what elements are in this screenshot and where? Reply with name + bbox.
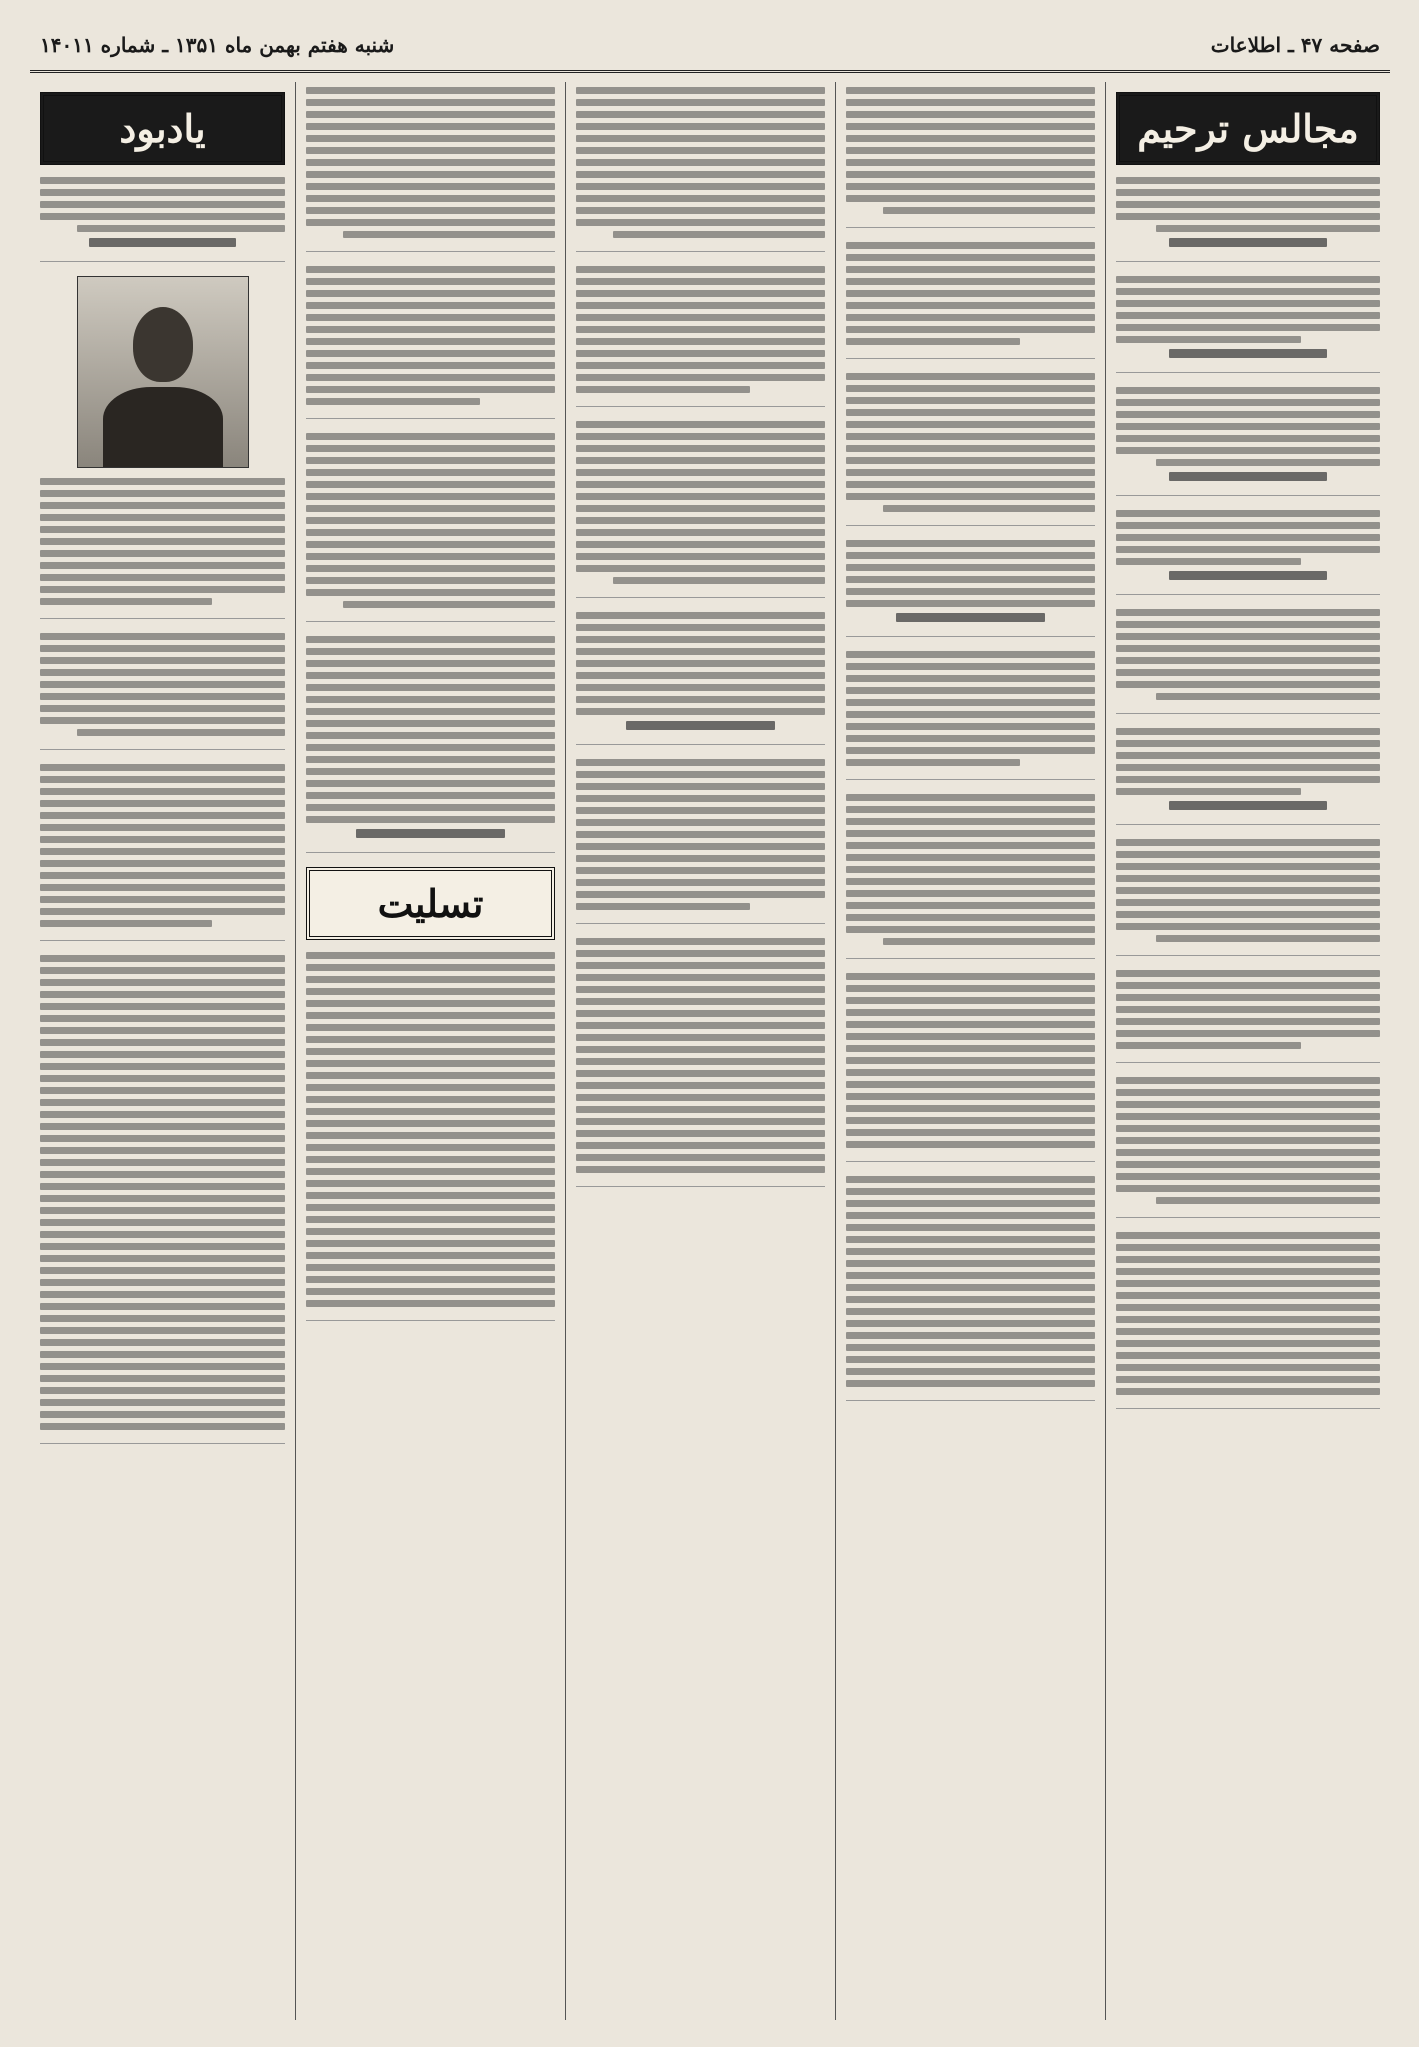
notice [846,242,1095,359]
notice [306,87,555,252]
page-info-right: صفحه ۴۷ ـ اطلاعات [1210,33,1380,57]
notice [1116,609,1380,714]
column-3 [565,82,835,2020]
notice [1116,839,1380,956]
notice [306,952,555,1321]
notice [1116,177,1380,262]
notice [40,764,285,941]
notice [306,636,555,853]
notice [846,1176,1095,1401]
notice [1116,970,1380,1063]
notice [40,633,285,750]
notice [576,421,825,598]
notice [1116,1232,1380,1409]
column-4 [295,82,565,2020]
notice [846,373,1095,526]
notice [846,87,1095,228]
notice [306,266,555,419]
notice [846,540,1095,637]
notice [846,973,1095,1162]
notice [40,955,285,1444]
page-info-left: شنبه هفتم بهمن ماه ۱۳۵۱ ـ شماره ۱۴۰۱۱ [40,33,395,57]
notice [576,938,825,1187]
notice [846,794,1095,959]
notice [576,266,825,407]
notice [576,87,825,252]
notice [1116,1077,1380,1218]
portrait-photo [77,276,249,468]
notice [1116,728,1380,825]
notice [306,433,555,622]
masthead [30,20,1390,73]
notice [1116,276,1380,373]
notice [576,759,825,924]
notice [846,651,1095,780]
column-1 [1105,82,1390,2020]
notice [1116,387,1380,496]
newspaper-page [30,20,1390,2020]
column-2 [835,82,1105,2020]
section-banner-majales: مجالس ترحیم [1116,92,1380,165]
column-5 [30,82,295,2020]
notice [1116,510,1380,595]
section-banner-yadbud: یادبود [40,92,285,165]
section-banner-tasliyat: تسلیت [306,867,555,940]
columns [30,82,1390,2020]
notice [576,612,825,745]
notice [40,177,285,262]
notice [40,478,285,619]
